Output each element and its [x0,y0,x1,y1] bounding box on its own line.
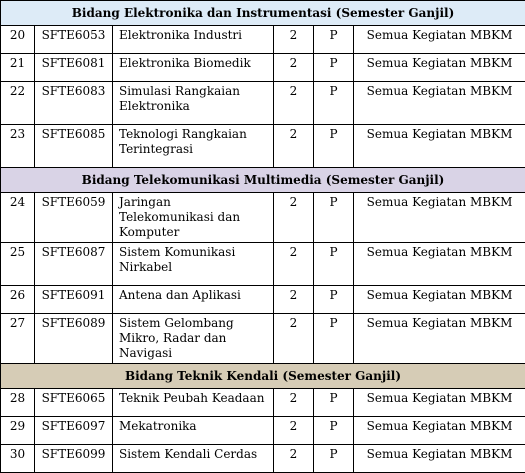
course-code: SFTE6081 [35,54,113,82]
section-title: Bidang Teknik Kendali (Semester Ganjil) [1,364,525,389]
course-credits: 2 [274,243,314,286]
course-name: Simulasi Rangkaian Elektronika [113,82,274,125]
mbkm-activity: Semua Kegiatan MBKM [354,389,525,417]
row-number: 22 [1,82,35,125]
table-row [1,445,525,473]
course-code: SFTE6065 [35,389,113,417]
course-credits: 2 [274,445,314,473]
course-name: Sistem Komunikasi Nirkabel [113,243,274,286]
course-code: SFTE6091 [35,286,113,314]
course-name: Sistem Kendali Cerdas [113,445,274,473]
course-name: Elektronika Biomedik [113,54,274,82]
row-number: 21 [1,54,35,82]
mbkm-activity: Semua Kegiatan MBKM [354,125,525,168]
section-title: Bidang Elektronika dan Instrumentasi (Semester Ganjil) [1,1,525,26]
course-credits: 2 [274,417,314,445]
course-type: P [314,54,354,82]
course-code: SFTE6059 [35,193,113,243]
row-number: 28 [1,389,35,417]
course-type: P [314,125,354,168]
course-credits: 2 [274,389,314,417]
course-code: SFTE6087 [35,243,113,286]
section-header-row [1,168,525,193]
course-name: Teknik Peubah Keadaan [113,389,274,417]
course-type: P [314,445,354,473]
course-credits: 2 [274,26,314,54]
course-type: P [314,286,354,314]
table-row [1,26,525,54]
row-number: 23 [1,125,35,168]
section-header-row [1,364,525,389]
row-number: 26 [1,286,35,314]
table-row [1,193,525,243]
mbkm-activity: Semua Kegiatan MBKM [354,417,525,445]
course-code: SFTE6089 [35,314,113,364]
course-credits: 2 [274,82,314,125]
course-code: SFTE6099 [35,445,113,473]
course-name: Jaringan Telekomunikasi dan Komputer [113,193,274,243]
course-name: Elektronika Industri [113,26,274,54]
mbkm-activity: Semua Kegiatan MBKM [354,54,525,82]
course-name: Teknologi Rangkaian Terintegrasi [113,125,274,168]
mbkm-activity: Semua Kegiatan MBKM [354,193,525,243]
mbkm-activity: Semua Kegiatan MBKM [354,82,525,125]
table-row [1,417,525,445]
table-row [1,389,525,417]
row-number: 29 [1,417,35,445]
course-code: SFTE6085 [35,125,113,168]
table-row [1,54,525,82]
course-type: P [314,193,354,243]
mbkm-activity: Semua Kegiatan MBKM [354,314,525,364]
course-type: P [314,314,354,364]
course-name: Antena dan Aplikasi [113,286,274,314]
course-name: Mekatronika [113,417,274,445]
row-number: 30 [1,445,35,473]
mbkm-activity: Semua Kegiatan MBKM [354,445,525,473]
row-number: 27 [1,314,35,364]
course-type: P [314,243,354,286]
course-credits: 2 [274,193,314,243]
course-credits: 2 [274,54,314,82]
table-row [1,125,525,168]
mbkm-activity: Semua Kegiatan MBKM [354,243,525,286]
table-row [1,243,525,286]
section-title: Bidang Telekomunikasi Multimedia (Semester Ganjil) [1,168,525,193]
course-credits: 2 [274,314,314,364]
course-code: SFTE6097 [35,417,113,445]
section-header-row [1,1,525,26]
table-row [1,286,525,314]
row-number: 20 [1,26,35,54]
row-number: 24 [1,193,35,243]
mbkm-activity: Semua Kegiatan MBKM [354,286,525,314]
course-type: P [314,82,354,125]
mbkm-activity: Semua Kegiatan MBKM [354,26,525,54]
course-credits: 2 [274,286,314,314]
course-type: P [314,417,354,445]
table-row [1,314,525,364]
course-type: P [314,389,354,417]
course-credits: 2 [274,125,314,168]
course-code: SFTE6053 [35,26,113,54]
course-code: SFTE6083 [35,82,113,125]
course-type: P [314,26,354,54]
course-name: Sistem Gelombang Mikro, Radar dan Navigasi [113,314,274,364]
table-row [1,82,525,125]
row-number: 25 [1,243,35,286]
